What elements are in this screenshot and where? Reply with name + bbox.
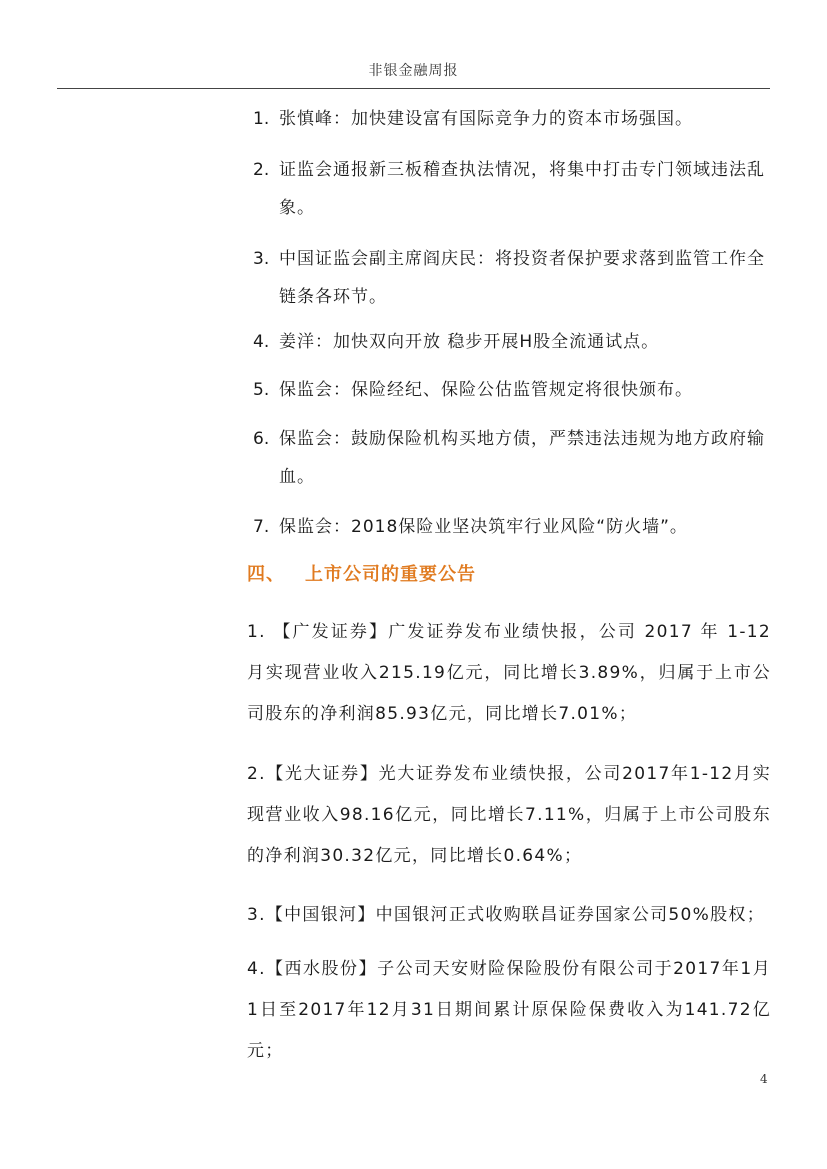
section-heading xyxy=(247,560,476,586)
news-number: 6. xyxy=(253,429,270,449)
news-number: 1. xyxy=(253,109,270,129)
news-number: 5. xyxy=(253,380,270,400)
news-text: 张慎峰：加快建设富有国际竞争力的资本市场强国。 xyxy=(279,109,693,129)
header-divider xyxy=(57,88,770,89)
news-number: 4. xyxy=(253,332,270,352)
news-item-7 xyxy=(253,508,773,546)
news-number: 2. xyxy=(253,160,270,180)
news-text: 姜洋：加快双向开放 稳步开展H股全流通试点。 xyxy=(279,332,660,352)
news-item-2 xyxy=(253,151,773,227)
announcement-3: 3.【中国银河】中国银河正式收购联昌证券国家公司50%股权； xyxy=(247,905,766,925)
news-text: 保监会：2018保险业坚决筑牢行业风险“防火墙”。 xyxy=(279,517,688,537)
news-item-1 xyxy=(253,100,773,138)
news-number: 7. xyxy=(253,517,270,537)
news-text: 中国证监会副主席阎庆民：将投资者保护要求落到监管工作全链条各环节。 xyxy=(279,249,765,307)
news-text: 证监会通报新三板稽查执法情况，将集中打击专门领域违法乱象。 xyxy=(279,160,765,218)
page-header: 非银金融周报 xyxy=(368,63,459,79)
news-item-5 xyxy=(253,371,773,409)
section-number: 四、 xyxy=(247,564,285,585)
announcement-2: 2.【光大证券】光大证券发布业绩快报，公司2017年1-12月实现营业收入98.16亿元，同比增长7.11%，归属于上市公司股东的净利润30.32亿元，同比增长0.64%； xyxy=(247,764,771,866)
section-title: 上市公司的重要公告 xyxy=(305,564,476,585)
announcement-4: 4.【西水股份】子公司天安财险保险股份有限公司于2017年1月1日至2017年12月31日期间累计原保险保费收入为141.72亿元； xyxy=(247,959,771,1061)
news-item-4 xyxy=(253,323,773,361)
news-text: 保监会：鼓励保险机构买地方债，严禁违法违规为地方政府输血。 xyxy=(279,429,765,487)
news-item-6 xyxy=(253,420,773,496)
news-text: 保监会：保险经纪、保险公估监管规定将很快颁布。 xyxy=(279,380,693,400)
news-number: 3. xyxy=(253,249,270,269)
news-item-3 xyxy=(253,240,773,316)
page-number: 4 xyxy=(760,1072,768,1086)
announcement-1: 1. 【广发证券】广发证券发布业绩快报，公司 2017 年 1-12 月实现营业收入215.19亿元，同比增长3.89%，归属于上市公司股东的净利润85.93亿元，同比增长7.01%； xyxy=(247,622,771,724)
